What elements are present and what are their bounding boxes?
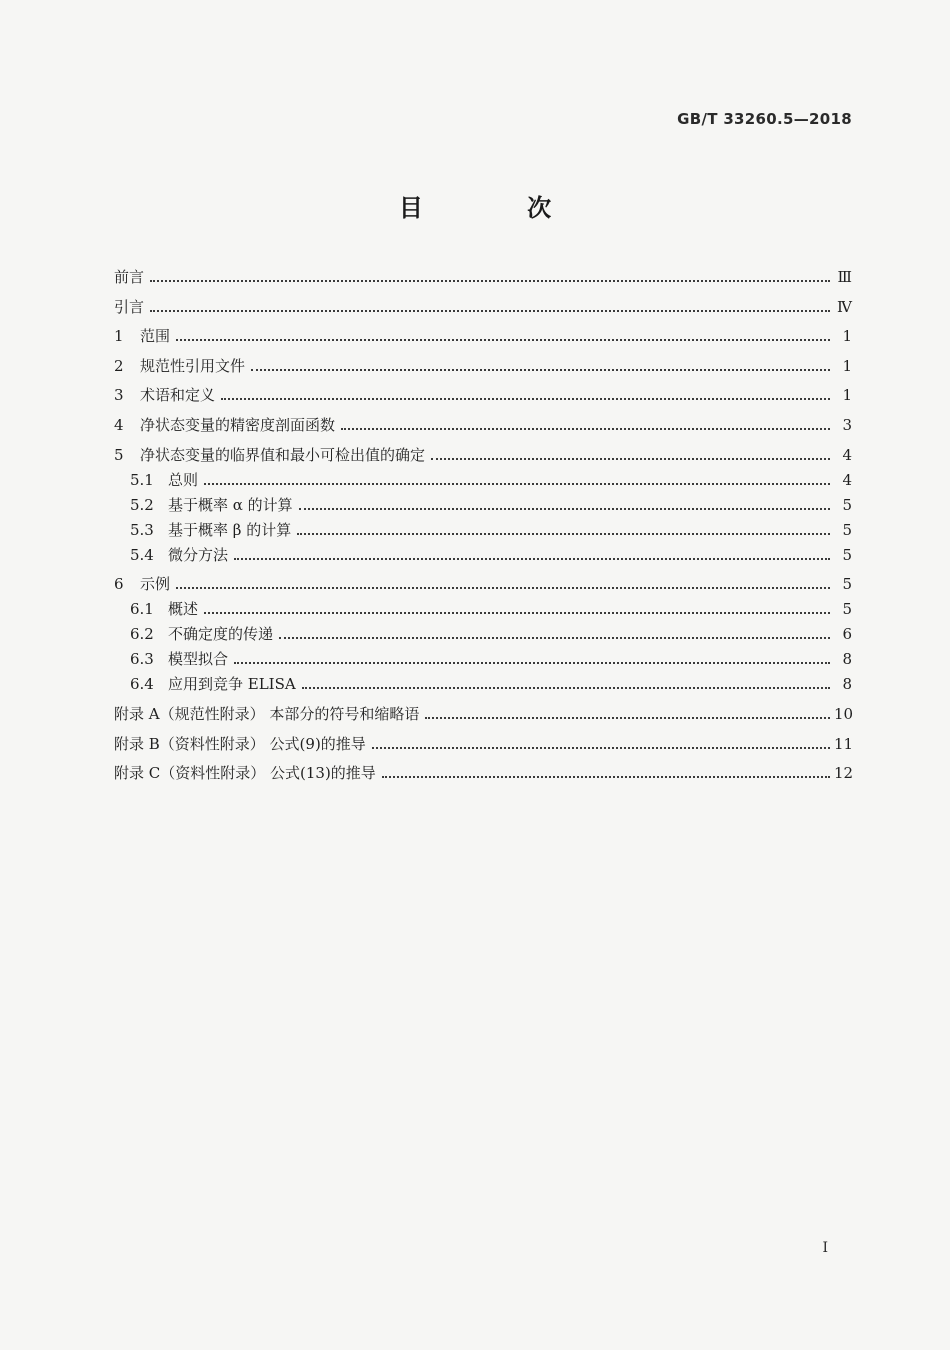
toc-entry-page: 5 bbox=[842, 496, 852, 514]
toc-entry-page: 8 bbox=[842, 675, 852, 693]
toc-entry-number: 6.2 bbox=[130, 625, 154, 643]
toc-entry-number: 6.3 bbox=[130, 650, 154, 668]
toc-entry[interactable] bbox=[114, 705, 852, 723]
toc-entry-label: 基于概率 β 的计算 bbox=[168, 521, 292, 539]
toc-entry-number: 5 bbox=[114, 446, 124, 464]
toc-entry[interactable] bbox=[114, 546, 852, 564]
standard-number: GB/T 33260.5—2018 bbox=[677, 110, 852, 128]
toc-entry-number: 5.2 bbox=[130, 496, 154, 514]
toc-entry-page: 1 bbox=[842, 327, 852, 345]
toc-leader-dots bbox=[221, 397, 830, 400]
toc-leader-dots bbox=[297, 532, 830, 535]
toc-entry-page: 1 bbox=[842, 357, 852, 375]
toc-leader-dots bbox=[341, 427, 830, 430]
toc-entry-label: 规范性引用文件 bbox=[140, 357, 246, 375]
toc-entry-label: 概述 bbox=[168, 600, 199, 618]
toc-entry-label: 附录 A（规范性附录） 本部分的符号和缩略语 bbox=[114, 705, 420, 723]
toc-entry-page: 4 bbox=[842, 471, 852, 489]
toc-entry-page: 8 bbox=[842, 650, 852, 668]
toc-entry[interactable] bbox=[114, 625, 852, 643]
toc-entry[interactable] bbox=[114, 600, 852, 618]
toc-entry-page: 12 bbox=[834, 764, 854, 782]
toc-entry-page: 3 bbox=[842, 416, 852, 434]
toc-entry-page: 5 bbox=[842, 546, 852, 564]
toc-entry-label: 不确定度的传递 bbox=[168, 625, 274, 643]
toc-leader-dots bbox=[382, 775, 830, 778]
toc-leader-dots bbox=[372, 746, 830, 749]
toc-entry[interactable] bbox=[114, 675, 852, 693]
toc-entry-page: Ⅳ bbox=[837, 298, 852, 316]
toc-entry[interactable] bbox=[114, 575, 852, 593]
table-of-contents bbox=[114, 268, 852, 782]
toc-entry[interactable] bbox=[114, 416, 852, 434]
toc-entry-page: 10 bbox=[834, 705, 854, 723]
toc-entry[interactable] bbox=[114, 386, 852, 404]
toc-leader-dots bbox=[204, 482, 830, 485]
toc-entry[interactable] bbox=[114, 268, 852, 286]
toc-entry-number: 4 bbox=[114, 416, 124, 434]
toc-entry[interactable] bbox=[114, 298, 852, 316]
toc-leader-dots bbox=[150, 309, 830, 312]
toc-entry[interactable] bbox=[114, 327, 852, 345]
toc-leader-dots bbox=[204, 611, 830, 614]
toc-entry-page: 6 bbox=[842, 625, 852, 643]
toc-entry-number: 6.4 bbox=[130, 675, 154, 693]
toc-leader-dots bbox=[251, 368, 830, 371]
page-number: Ⅰ bbox=[822, 1240, 828, 1256]
toc-entry-label: 附录 C（资料性附录） 公式(13)的推导 bbox=[114, 764, 376, 782]
toc-entry[interactable] bbox=[114, 446, 852, 464]
toc-leader-dots bbox=[279, 636, 830, 639]
toc-entry-label: 净状态变量的临界值和最小可检出值的确定 bbox=[140, 446, 426, 464]
toc-entry[interactable] bbox=[114, 496, 852, 514]
toc-entry-label: 范围 bbox=[140, 327, 171, 345]
toc-leader-dots bbox=[299, 507, 830, 510]
toc-entry-label: 模型拟合 bbox=[168, 650, 229, 668]
toc-entry-page: Ⅲ bbox=[837, 268, 852, 286]
toc-entry-number: 5.1 bbox=[130, 471, 154, 489]
toc-entry-number: 1 bbox=[114, 327, 124, 345]
toc-entry-label: 引言 bbox=[114, 298, 145, 316]
toc-entry[interactable] bbox=[114, 735, 852, 753]
toc-entry[interactable] bbox=[114, 650, 852, 668]
toc-entry-number: 3 bbox=[114, 386, 124, 404]
page-title: 目 次 bbox=[398, 194, 600, 222]
toc-entry-label: 示例 bbox=[140, 575, 171, 593]
toc-leader-dots bbox=[234, 661, 830, 664]
toc-entry-label: 应用到竞争 ELISA bbox=[168, 675, 296, 693]
toc-entry-page: 5 bbox=[842, 575, 852, 593]
toc-entry-label: 总则 bbox=[168, 471, 199, 489]
toc-entry-number: 6.1 bbox=[130, 600, 154, 618]
toc-leader-dots bbox=[234, 557, 830, 560]
toc-entry-label: 前言 bbox=[114, 268, 145, 286]
toc-entry-label: 净状态变量的精密度剖面函数 bbox=[140, 416, 336, 434]
toc-leader-dots bbox=[302, 686, 830, 689]
toc-entry-label: 附录 B（资料性附录） 公式(9)的推导 bbox=[114, 735, 366, 753]
toc-entry-page: 4 bbox=[842, 446, 852, 464]
toc-leader-dots bbox=[176, 586, 830, 589]
toc-entry[interactable] bbox=[114, 471, 852, 489]
toc-leader-dots bbox=[150, 279, 830, 282]
toc-entry-label: 基于概率 α 的计算 bbox=[168, 496, 293, 514]
toc-entry[interactable] bbox=[114, 764, 852, 782]
toc-entry-page: 5 bbox=[842, 521, 852, 539]
toc-leader-dots bbox=[431, 457, 830, 460]
toc-entry-label: 微分方法 bbox=[168, 546, 229, 564]
toc-leader-dots bbox=[425, 716, 830, 719]
toc-entry-number: 5.4 bbox=[130, 546, 154, 564]
toc-entry-page: 5 bbox=[842, 600, 852, 618]
toc-entry-label: 术语和定义 bbox=[140, 386, 216, 404]
toc-entry-number: 2 bbox=[114, 357, 124, 375]
toc-leader-dots bbox=[176, 338, 830, 341]
toc-entry[interactable] bbox=[114, 357, 852, 375]
toc-entry-page: 11 bbox=[834, 735, 854, 753]
toc-entry-page: 1 bbox=[842, 386, 852, 404]
toc-entry-number: 5.3 bbox=[130, 521, 154, 539]
toc-entry-number: 6 bbox=[114, 575, 124, 593]
toc-entry[interactable] bbox=[114, 521, 852, 539]
